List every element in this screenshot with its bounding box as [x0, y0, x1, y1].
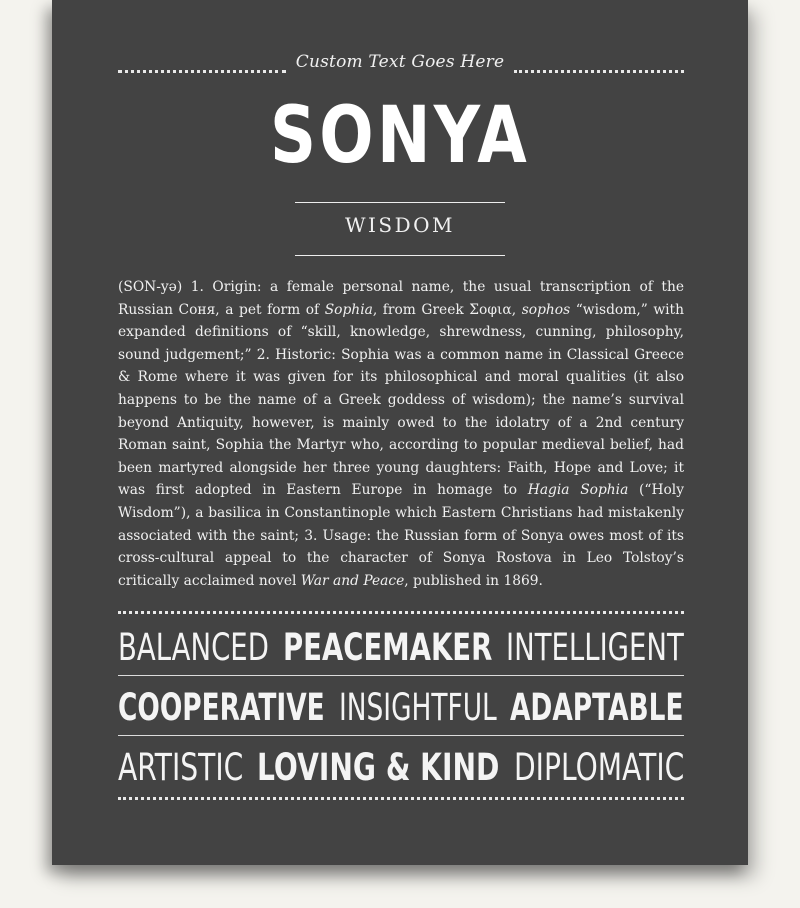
dotted-divider-traits-bottom	[118, 797, 684, 800]
name-definition: (SON-yə) 1. Origin: a female personal name, the usual transcription of the Russian Соня, a pet form of Sophia, from Greek Σοφια, sophos “wisdom,” with expanded definitions of “skill, knowledge, shrewdness, cunning, philosophy, sound judgement;” 2. Historic: Sophia was a common name in Classical Greece & Rome where it was given for its philosophical and moral qualities (it also happens to be the name of a Greek goddess of wisdom); the name’s survival beyond Antiquity, however, is mainly owed to the idolatry of a 2nd century Roman saint, Sophia the Martyr who, according to popular medieval belief, had been martyred alongside her three young daughters: Faith, Hope and Love; it was first adopted in Eastern Europe in homage to Hagia Sophia (“Holy Wisdom”), a basilica in Constantinople which Eastern Christians had mistakenly associated with the saint; 3. Usage: the Russian form of Sonya owes most of its cross-cultural appeal to the character of Sonya Rostova in Leo Tolstoy’s critically acclaimed novel War and Peace, published in 1869.	[118, 279, 684, 589]
trait-word: PEACEMAKER	[282, 626, 493, 669]
name-poster	[52, 0, 748, 865]
name-meaning: WISDOM	[344, 213, 456, 237]
tagline: Custom Text Goes Here	[295, 52, 505, 72]
trait-word: ADAPTABLE	[510, 686, 684, 729]
trait-row	[118, 626, 684, 670]
trait-word: DIPLOMATIC	[513, 746, 684, 789]
trait-row	[118, 686, 684, 730]
trait-rule	[118, 735, 684, 736]
trait-word: ARTISTIC	[118, 746, 244, 789]
trait-word: INSIGHTFUL	[338, 686, 497, 729]
dotted-divider-traits-top	[118, 611, 684, 614]
trait-word: BALANCED	[118, 626, 269, 669]
trait-word: COOPERATIVE	[118, 686, 325, 729]
meaning-rule-bottom	[295, 255, 505, 256]
name-title: SONYA	[269, 91, 531, 181]
trait-row	[118, 746, 684, 790]
trait-word: INTELLIGENT	[506, 626, 684, 669]
meaning-rule-top	[295, 202, 505, 203]
trait-word: LOVING & KIND	[257, 746, 500, 789]
trait-rule	[118, 675, 684, 676]
